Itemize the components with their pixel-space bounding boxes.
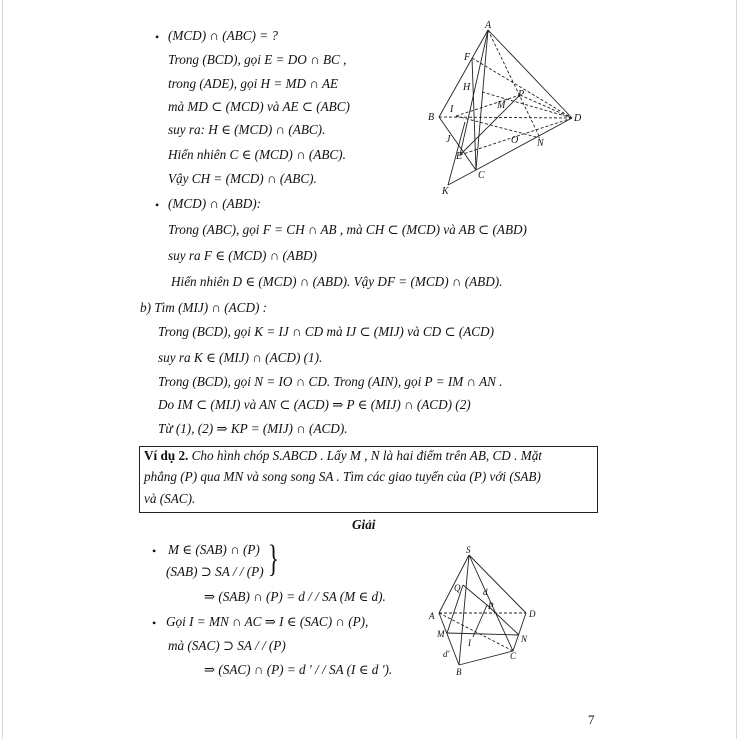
bullet-marker: • bbox=[155, 198, 160, 212]
bullet1-line6: Vậy CH = (MCD) ∩ (ABC). bbox=[168, 171, 317, 186]
edge-AB bbox=[439, 30, 488, 117]
page-edge-left bbox=[2, 0, 3, 739]
bullet2-line3: Hiển nhiên D ∈ (MCD) ∩ (ABD). Vậy DF = (MCD) ∩ (ABD). bbox=[171, 274, 503, 289]
label-J: J bbox=[446, 134, 451, 145]
bullet1-line5: Hiển nhiên C ∈ (MCD) ∩ (ABC). bbox=[168, 147, 346, 162]
bullet2-head: (MCD) ∩ (ABD): bbox=[168, 196, 262, 211]
label-C: C bbox=[510, 651, 517, 661]
solution-b2-line1: Gọi I = MN ∩ AC ⇒ I ∈ (SAC) ∩ (P), bbox=[166, 614, 369, 629]
line-PI bbox=[473, 605, 487, 637]
bullet1-line1: Trong (BCD), gọi E = DO ∩ BC , bbox=[168, 52, 347, 67]
label-B: B bbox=[456, 667, 462, 677]
label-O: O bbox=[511, 135, 519, 146]
label-N: N bbox=[537, 138, 544, 149]
section-b-line1: Trong (BCD), gọi K = IJ ∩ CD mà IJ ⊂ (MIJ) và CD ⊂ (ACD) bbox=[158, 324, 494, 339]
edge-AC bbox=[476, 30, 488, 170]
edge-PD bbox=[520, 95, 572, 118]
bullet1-line4: suy ra: H ∈ (MCD) ∩ (ABC). bbox=[168, 122, 326, 137]
section-b-line4: Do IM ⊂ (MIJ) và AN ⊂ (ACD) ⇒ P ∈ (MIJ) ∩ (ACD) (2) bbox=[158, 397, 471, 412]
example-line3: và (SAC). bbox=[144, 491, 196, 506]
label-A: A bbox=[485, 20, 492, 31]
label-E: E bbox=[456, 151, 463, 162]
solution-b1-line1: M ∈ (SAB) ∩ (P) bbox=[168, 542, 260, 557]
section-b-head: b) Tìm (MIJ) ∩ (ACD) : bbox=[140, 300, 268, 315]
line-MN bbox=[447, 633, 519, 635]
label-S: S bbox=[466, 545, 471, 555]
label-F: F bbox=[464, 52, 471, 63]
label-N: N bbox=[521, 634, 528, 644]
tetrahedron-figure bbox=[420, 20, 600, 200]
edge-IN bbox=[456, 116, 540, 138]
edge-HD bbox=[482, 92, 572, 118]
bullet2-line1: Trong (ABC), gọi F = CH ∩ AB , mà CH ⊂ (MCD) và AB ⊂ (ABD) bbox=[168, 222, 527, 237]
bullet-marker: • bbox=[152, 616, 157, 630]
bullet-marker: • bbox=[155, 30, 160, 44]
edge-CK bbox=[448, 170, 476, 185]
label-P: P bbox=[518, 89, 525, 100]
edge-BC bbox=[459, 651, 513, 665]
label-A: A bbox=[429, 611, 435, 621]
page-number: 7 bbox=[588, 712, 595, 727]
edge-BC bbox=[439, 117, 476, 170]
bullet1-line2: trong (ADE), gọi H = MD ∩ AE bbox=[168, 76, 339, 91]
edge-AN bbox=[488, 30, 540, 138]
example-label: Ví dụ 2. bbox=[144, 448, 189, 463]
pyramid-figure bbox=[425, 545, 550, 680]
section-b-line3: Trong (BCD), gọi N = IO ∩ CD. Trong (AIN), gọi P = IM ∩ AN . bbox=[158, 374, 503, 389]
label-P: P bbox=[488, 601, 494, 611]
edge-CD bbox=[513, 613, 526, 651]
edge-CF bbox=[472, 58, 476, 170]
example-line2: phẳng (P) qua MN và song song SA . Tìm các giao tuyến của (P) với (SAB) bbox=[144, 469, 541, 484]
label-K: K bbox=[442, 186, 449, 197]
brace: } bbox=[268, 538, 279, 580]
example-line1 bbox=[144, 448, 542, 464]
edge-SD bbox=[469, 555, 526, 613]
bullet2-line2: suy ra F ∈ (MCD) ∩ (ABD) bbox=[168, 248, 317, 263]
label-D: D bbox=[529, 609, 536, 619]
section-b-line2: suy ra K ∈ (MIJ) ∩ (ACD) (1). bbox=[158, 350, 323, 365]
label-B: B bbox=[428, 112, 435, 123]
label-d-prime: d' bbox=[443, 649, 450, 659]
label-M: M bbox=[497, 100, 506, 111]
page-edge-right bbox=[736, 0, 737, 739]
label-Q: Q bbox=[454, 583, 461, 593]
edge-IM bbox=[456, 95, 520, 116]
edge-CD bbox=[476, 118, 572, 170]
bullet-marker: • bbox=[152, 544, 157, 558]
label-H: H bbox=[463, 82, 471, 93]
label-C: C bbox=[478, 170, 485, 181]
bullet1-head: (MCD) ∩ (ABC) = ? bbox=[168, 28, 278, 43]
label-D: D bbox=[574, 113, 582, 124]
solution-title: Giải bbox=[352, 517, 376, 532]
solution-b1-line2: (SAB) ⊃ SA / / (P) bbox=[166, 564, 264, 579]
solution-b2-line2: mà (SAC) ⊃ SA / / (P) bbox=[168, 638, 286, 653]
section-b-line5: Từ (1), (2) ⇒ KP = (MIJ) ∩ (ACD). bbox=[158, 421, 348, 436]
label-M: M bbox=[437, 629, 445, 639]
solution-b1-line3: ⇒ (SAB) ∩ (P) = d / / SA (M ∈ d). bbox=[204, 589, 386, 604]
edge-BD bbox=[439, 117, 572, 118]
bullet1-line3: mà MD ⊂ (MCD) và AE ⊂ (ABC) bbox=[168, 99, 350, 114]
label-I: I bbox=[450, 104, 454, 115]
edge-FD bbox=[472, 58, 572, 118]
label-d: d bbox=[483, 587, 488, 597]
example-text1: Cho hình chóp S.ABCD . Lấy M , N là hai điểm trên AB, CD . Mặt bbox=[188, 448, 542, 463]
solution-b2-line3: ⇒ (SAC) ∩ (P) = d ' / / SA (I ∈ d '). bbox=[204, 662, 393, 677]
label-I: I bbox=[468, 638, 471, 648]
